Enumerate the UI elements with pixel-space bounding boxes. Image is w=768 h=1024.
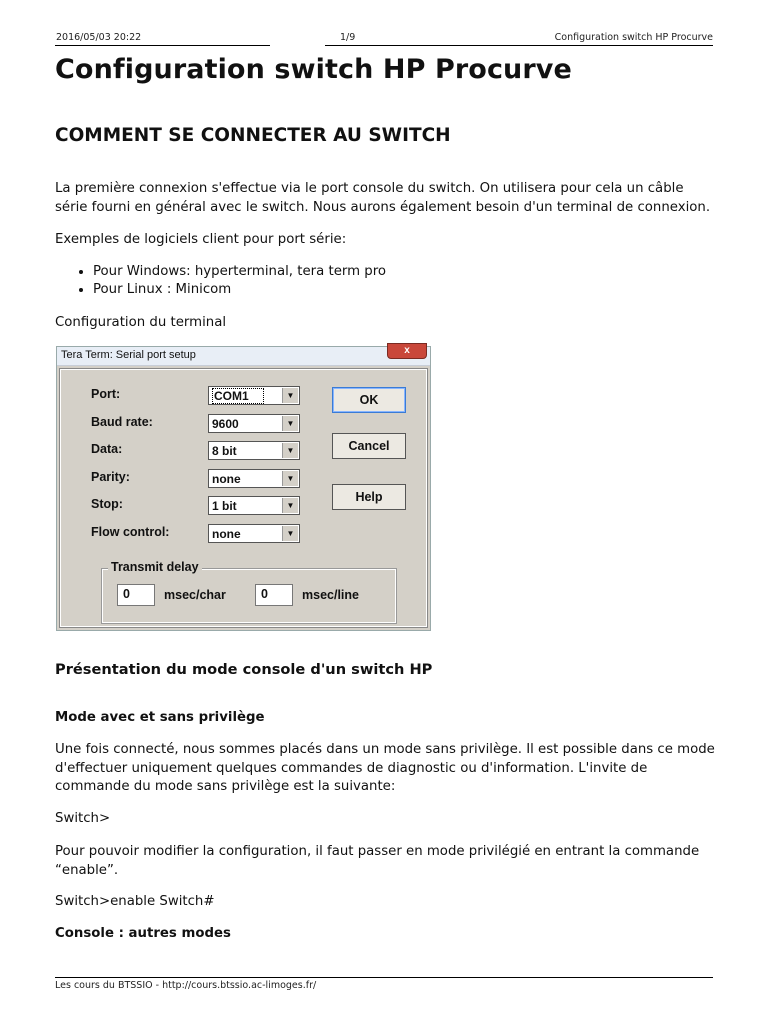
header-doc-title: Configuration switch HP Procurve: [554, 32, 713, 43]
paragraph-intro: La première connexion s'effectue via le port console du switch. On utilisera pour cela un câble série fourni en général avec le switch. Nous aurons également besoin d'un terminal de connexion.: [55, 181, 711, 215]
flow-control-label-text: Flow control:: [91, 525, 170, 539]
header-datetime: 2016/05/03 20:22: [56, 32, 142, 43]
port-label: [91, 387, 120, 401]
parity-label: [91, 470, 130, 484]
msec-line-input: 0: [255, 584, 293, 606]
flow-control-select: [208, 524, 300, 543]
close-icon: x: [387, 343, 427, 359]
header-page-number: 1/9: [340, 32, 356, 43]
header-rule-gap: [270, 45, 325, 46]
list-item: • Pour Linux : Minicom: [93, 281, 386, 299]
parity-label-text: Parity:: [91, 470, 130, 484]
section-heading-console-mode: Présentation du mode console d'un switch HP: [55, 661, 433, 678]
data-bits-value: 8 bit: [212, 444, 237, 458]
chevron-down-icon: ▼: [282, 443, 298, 458]
list-item: • Pour Windows: hyperterminal, tera term pro: [93, 263, 386, 281]
data-bits-label: [91, 442, 122, 456]
client-software-list: [55, 263, 386, 299]
chevron-down-icon: ▼: [282, 471, 298, 486]
chevron-down-icon: ▼: [282, 388, 298, 403]
subheading-other-modes: Console : autres modes: [55, 926, 231, 941]
chevron-down-icon: ▼: [282, 498, 298, 513]
chevron-down-icon: ▼: [282, 416, 298, 431]
stop-bits-value: 1 bit: [212, 499, 237, 513]
prompt-unprivileged: Switch>: [55, 811, 111, 826]
stop-bits-label-text: Stop:: [91, 497, 123, 511]
port-label-text: Port:: [91, 387, 121, 401]
stop-bits-label: [91, 497, 123, 511]
port-select: [208, 386, 300, 405]
subheading-privilege-mode: Mode avec et sans privilège: [55, 710, 265, 725]
msec-char-unit: msec/char: [164, 588, 226, 602]
transmit-delay-label: Transmit delay: [108, 560, 202, 574]
baud-rate-value: 9600: [212, 417, 239, 431]
help-button: Help: [332, 484, 406, 510]
flow-control-value: none: [212, 527, 241, 541]
paragraph-terminal-config: Configuration du terminal: [55, 315, 227, 330]
dialog-title-bar: [57, 347, 430, 366]
stop-bits-select: [208, 496, 300, 515]
page-header: [55, 32, 713, 46]
paragraph-connected: Une fois connecté, nous sommes placés dans un mode sans privilège. Il est possible dans ce mode d'effectuer uniquement quelques commandes de diagnostic ou d'information. L'invite de commande du mode sans privilège est la suivante:: [55, 742, 715, 794]
baud-rate-label: [91, 415, 153, 429]
dialog-body: [60, 369, 427, 627]
data-bits-select: [208, 441, 300, 460]
serial-port-setup-screenshot: [56, 346, 431, 631]
ok-button: OK: [332, 387, 406, 413]
prompt-enable: Switch>enable Switch#: [55, 894, 215, 909]
msec-char-input: 0: [117, 584, 155, 606]
transmit-delay-group: [102, 560, 396, 623]
data-bits-label-text: Data:: [91, 442, 123, 456]
flow-control-label: [91, 525, 169, 539]
section-heading-connect: COMMENT SE CONNECTER AU SWITCH: [55, 125, 451, 146]
baud-rate-label-text: Baud rate:: [91, 415, 153, 429]
parity-value: none: [212, 472, 241, 486]
dialog-title: Tera Term: Serial port setup: [61, 349, 196, 361]
page-title: Configuration switch HP Procurve: [55, 54, 572, 85]
baud-rate-select: [208, 414, 300, 433]
msec-line-unit: msec/line: [302, 588, 359, 602]
parity-select: [208, 469, 300, 488]
port-value: COM1: [212, 388, 264, 404]
paragraph-examples: Exemples de logiciels client pour port série:: [55, 232, 347, 247]
cancel-button: Cancel: [332, 433, 406, 459]
page-footer: Les cours du BTSSIO - http://cours.btssio.ac-limoges.fr/: [55, 977, 713, 991]
paragraph-enable: Pour pouvoir modifier la configuration, il faut passer en mode privilégié en entrant la commande “enable”.: [55, 844, 700, 878]
chevron-down-icon: ▼: [282, 526, 298, 541]
